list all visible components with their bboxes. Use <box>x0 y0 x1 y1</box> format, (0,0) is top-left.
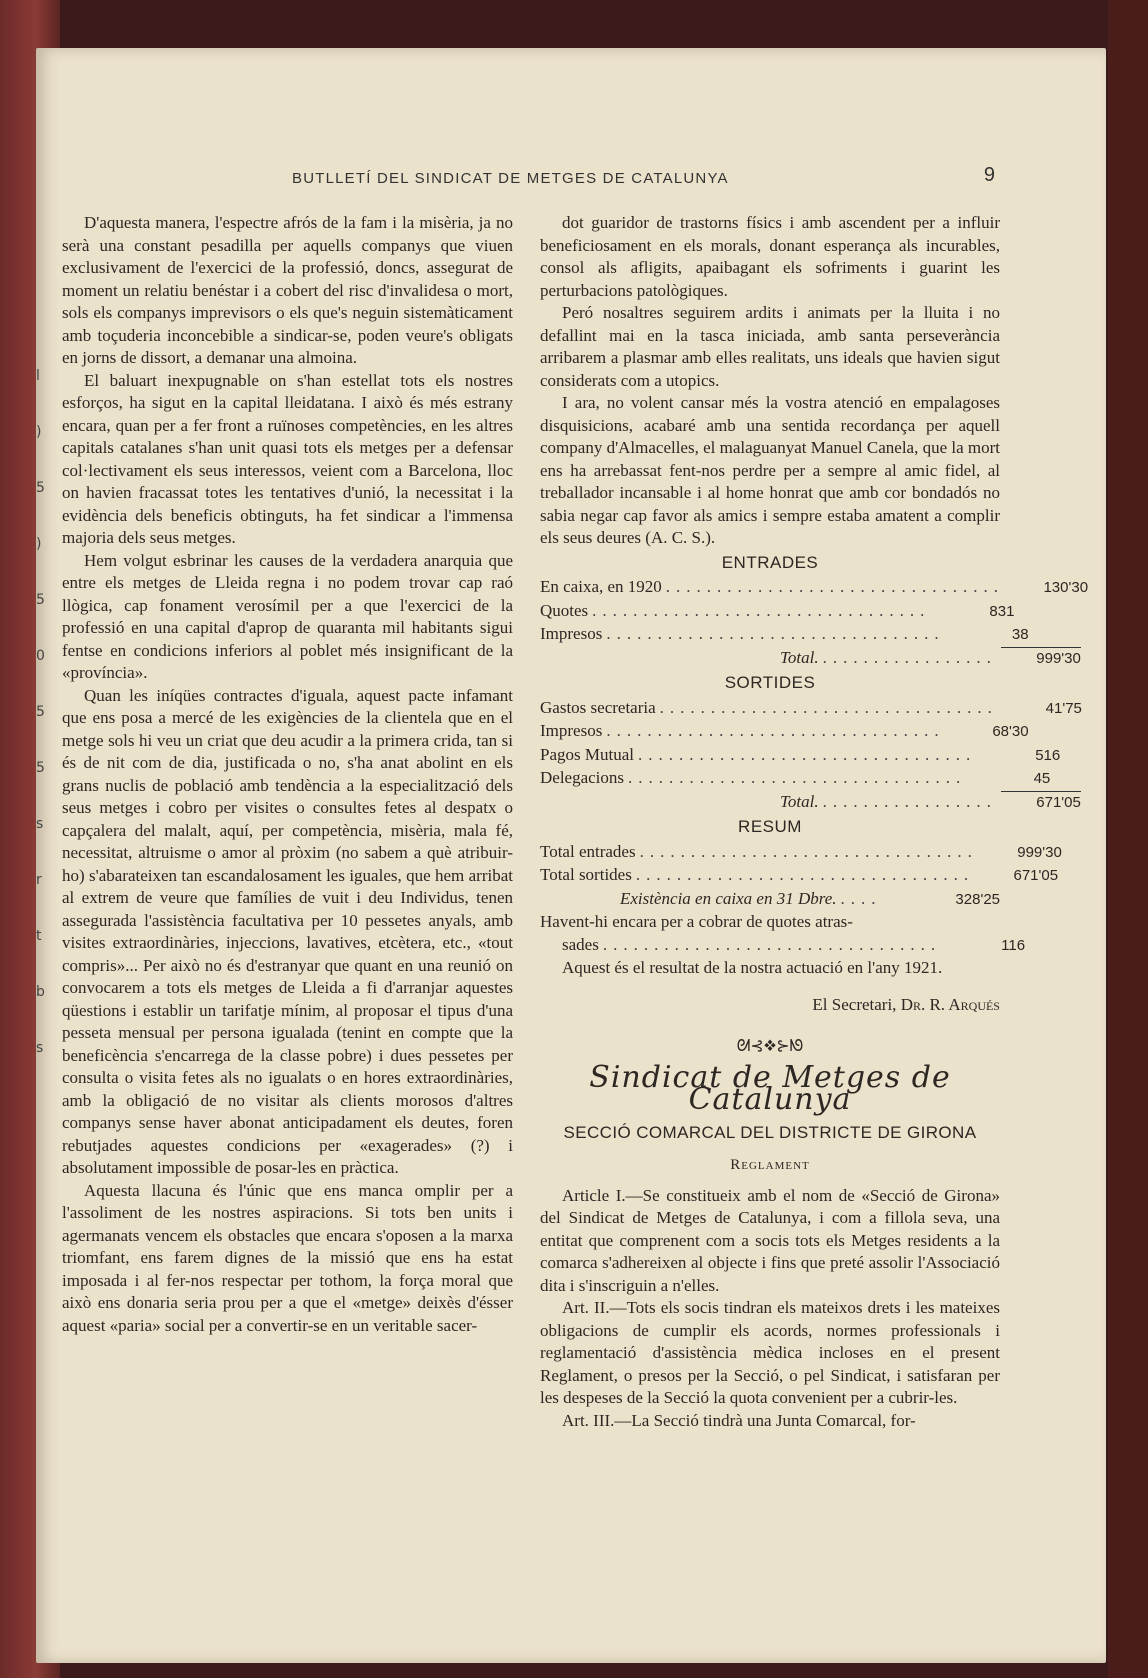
account-row <box>540 720 1029 744</box>
leader-dots: ................................. <box>635 865 975 884</box>
article: Art. II.—Tots els socis tindran els mateixos drets i les mateixes obligacions de cumplir els acords, normes professionals i reglamentació d'assistència mèdica incloses en el present Reglament, o presos per la Secció, o pel Sindicat, i satisfaran per les despeses de la Secció la quota convenient per a cubrir-les. <box>540 1298 1000 1407</box>
account-label: Total entrades <box>540 841 636 861</box>
left-column <box>62 212 513 1337</box>
margin-mark: s <box>36 1040 44 1056</box>
entrades-heading: ENTRADES <box>721 552 819 572</box>
leader-dots: ................................. <box>659 697 998 717</box>
account-label: En caixa, en 1920 <box>540 577 662 596</box>
signature-prefix: El Secretari, <box>812 994 897 1014</box>
leader-dots: ................................. <box>592 600 931 620</box>
account-row <box>540 697 1082 721</box>
account-label: Impresos <box>540 721 603 740</box>
signature <box>540 994 1000 1017</box>
pending-row <box>540 934 1026 958</box>
leader-dots: .... <box>840 888 882 908</box>
paragraph: I ara, no volent cansar més la vostra atenció en empalagoses disquisicions, acabaré amb una sentida recordança per aquell company d'Almacelles, el malaguanyat Manuel Canela, que la mort ens ha arrebassat fent-nos perdre per a sempre al amic fidel, al treballador incansable i al home honrat que amb cor bondadós no sabia negar cap favor als amics i sempre estaba amatent a complir els seus deures (A. C. S.). <box>540 393 1001 547</box>
margin-mark: l <box>36 368 40 384</box>
article: Art. III.—La Secció tindrà una Junta Comarcal, for- <box>562 1410 916 1430</box>
account-row <box>540 744 1061 768</box>
margin-mark: 0 <box>36 648 45 664</box>
paragraph: D'aquesta manera, l'espectre afrós de la fam i la misèria, ja no serà una constant pesadilla per aquells companys que viuen exclusivament de l'exercici de la professió, doncs, assegurat de moment un relatiu benéstar i a cobert del risc d'invalidesa o mort, sols els companys imprevisors o els que's neguin sistemàticament amb toçuderia inconcebible a sindicar-se, poden veure's obligats en jorns de dissort, a demanar una almoina. <box>62 213 513 367</box>
margin-mark: r <box>36 872 42 888</box>
leader-dots: ................................. <box>606 624 945 643</box>
account-row <box>540 600 1015 624</box>
total-row <box>540 791 1081 815</box>
paragraph: Peró nosaltres seguirem ardits i animats per la lluita i no defallint mai en la tasca iniciada, amb santa perseverància arribarem a plasmar amb elles realitats, uns ideals que havien sigut considerats com a utopics. <box>540 303 1000 390</box>
account-row <box>540 623 1029 647</box>
account-value: 999'30 <box>1017 843 1062 861</box>
leader-dots: ................................. <box>606 721 945 740</box>
total-label: Total. <box>780 791 819 811</box>
header-title: BUTLLETÍ DEL SINDICAT DE METGES DE CATALUNYA <box>292 170 729 187</box>
account-value: 516 <box>1035 746 1061 764</box>
account-row <box>540 864 1059 888</box>
article: Article I.—Se constitueix amb el nom de «Secció de Girona» del Sindicat de Metges de Catalunya, i com a fillola seva, una entitat que comprenent com a socis tots els Metges residents a la comarca s'adhereixen al objecte i fins que preté assolir l'Associació dita i s'inscriguin a n'elles. <box>540 1185 1000 1295</box>
reglament-heading: Reglament <box>730 1157 810 1173</box>
total-label: Total. <box>780 647 819 667</box>
leader-dots: ................................. <box>628 768 967 787</box>
section-subtitle: SECCIÓ COMARCAL DEL DISTRICTE DE GIRONA <box>563 1122 977 1142</box>
account-value: 41'75 <box>1045 699 1082 717</box>
section-title: Sindicat de Metges de Catalunya <box>589 1059 951 1117</box>
margin-mark: ) <box>36 536 42 552</box>
resum-heading: RESUM <box>738 817 802 836</box>
margin-mark: 5 <box>36 704 45 720</box>
book-binding-right <box>1108 0 1148 1678</box>
existencia-label: Existència en caixa en 31 Dbre. <box>620 888 837 908</box>
total-row <box>540 647 1081 671</box>
account-value: 671'05 <box>1013 867 1059 884</box>
margin-mark: 5 <box>36 760 45 776</box>
sortides-heading: SORTIDES <box>724 673 816 692</box>
ornament-divider: ᘛ⊰❖⊱ᘚ <box>736 1038 804 1055</box>
account-label: Impresos <box>540 624 603 643</box>
margin-mark: 5 <box>36 480 45 496</box>
leader-dots: ................. <box>822 791 997 811</box>
total-value: 671'05 <box>1001 791 1081 815</box>
margin-mark: ) <box>36 424 42 440</box>
signature-name: Dr. R. Arqués <box>900 994 1000 1014</box>
existencia-row <box>540 888 1000 912</box>
pending-text: Havent-hi encara per a cobrar de quotes atras- <box>540 912 853 931</box>
paragraph: Hem volgut esbrinar les causes de la verdadera anarquia que entre els metges de Lleida regna i no podem trovar cap raó llògica, cap fonament verosímil per a que l'exercici de la professió en una capital d'aprop de quaranta mil habitants sigui fentse en condicions inferiors al poblet més insignificant de la «província». <box>62 550 513 682</box>
pending-label: sades <box>562 934 599 954</box>
paragraph: Aquesta llacuna és l'únic que ens manca omplir per a l'assoliment de les nostres aspiracions. Si tots ben units i agermanats vencem els obstacles que encara s'oposen a la marxa triomfant, ens farem dignes de la missió que ens ha estat imposada i al fer-nos respectar per tothom, la força moral que això ens donaria seria prou per a que el «metge» deixès d'ésser aquest «paria» social per a convertir-se en un veritable sacer- <box>62 1180 513 1335</box>
account-value: 68'30 <box>992 723 1029 740</box>
margin-mark: 5 <box>36 592 45 608</box>
account-label: Total sortides <box>540 865 632 884</box>
pending-value: 116 <box>1001 936 1026 954</box>
leader-dots: ................................. <box>665 577 1005 596</box>
paragraph: dot guaridor de trastorns físics i amb ascendent per a influir beneficiosament en els morals, donant esperança als incurables, consol als afligits, apaibagant els sofriments i guarint les perturbacions patològiques. <box>540 213 1000 300</box>
total-value: 999'30 <box>1001 647 1081 671</box>
account-row <box>540 576 1089 600</box>
paragraph: El baluart inexpugnable on s'han estellat tots els nostres esforços, ha sigut en la capital lleidatana. I això és més estrany encara, quan per a fer front a ruïnoses competències, en les altres capitals catalanes s'han unit quasi tots els metges per a defensar col·lectivament els seus interessos, veient com a Barcelona, lloc on havien fracassat totes les tentatives d'unió, la necessitat i la evidència dels beneficis obtinguts, ha fet sindicar a l'immensa majoria dels seus metges. <box>62 370 513 547</box>
account-label: Delegacions <box>540 768 625 787</box>
account-label: Pagos Mutual <box>540 744 634 764</box>
account-value: 130'30 <box>1043 579 1089 596</box>
margin-mark: t <box>36 928 42 944</box>
leader-dots: ................. <box>822 647 997 667</box>
margin-marks <box>36 348 50 1076</box>
leader-dots: ................................. <box>637 744 977 764</box>
leader-dots: ................................. <box>602 934 942 954</box>
leader-dots: ................................. <box>639 841 978 861</box>
account-value: 831 <box>989 602 1015 620</box>
margin-mark: s <box>36 816 44 832</box>
account-row <box>540 841 1062 865</box>
right-column <box>540 212 1089 1432</box>
paragraph: Quan les iníqües contractes d'iguala, aquest pacte infamant que ens posa a mercé de les exigències de la clientela que en el metge sols hi veu un criat que deu acudir a la primera crida, tan si és de nit com de dia, justificada o no, s'ha anat abolint en els grans nuclis de població amb tendència a la especialització dels seus metges i cobro per visites o consultes fetes al despatx o capçalera del malalt, aquí, per competència, misèria, mala fé, necessitat, altruisme o amor al pròxim (no sabem a què atribuir-ho) s'abarateixen tan escandalosament les iguales, que hem arribat al extrem de veure que famílies de vuit i deu Individus, tenen assegurada l'assistència facultativa per 10 pessetes anyals, amb visites extraordinàries, injeccions, lavatives, etcètera, etc., «tout compris»... Per això no és d'estranyar que quant en una reunió on convocarem a tots els metges de Lleida a fi d'arranjar aquestes qüestions i establir un tarifatje mínim, al proposar el tipus d'una pesseta mensual per persona igualada (tenint en compte que la beneficència s'encarrega de la classe pobre) i dues pessetes per consulta o visita fetes als no igualats o en hores extraordinàries, amb la obligació de no visitar als clients morosos d'altres companys sense haver abonat anticipadament els deutes, foren rebutjades aquestes condicions per «exagerades» (?) i absolutament impossible de posar-les en pràctica. <box>62 685 513 1177</box>
account-label: Gastos secretaria <box>540 697 656 717</box>
account-value: 38 <box>1011 626 1029 643</box>
existencia-value: 328'25 <box>955 890 1000 908</box>
account-row <box>540 767 1051 791</box>
account-label: Quotes <box>540 600 589 620</box>
page-number: 9 <box>983 164 995 186</box>
account-value: 45 <box>1033 770 1051 787</box>
result-paragraph: Aquest és el resultat de la nostra actuació en l'any 1921. <box>562 958 943 977</box>
margin-mark: b <box>36 984 45 1000</box>
